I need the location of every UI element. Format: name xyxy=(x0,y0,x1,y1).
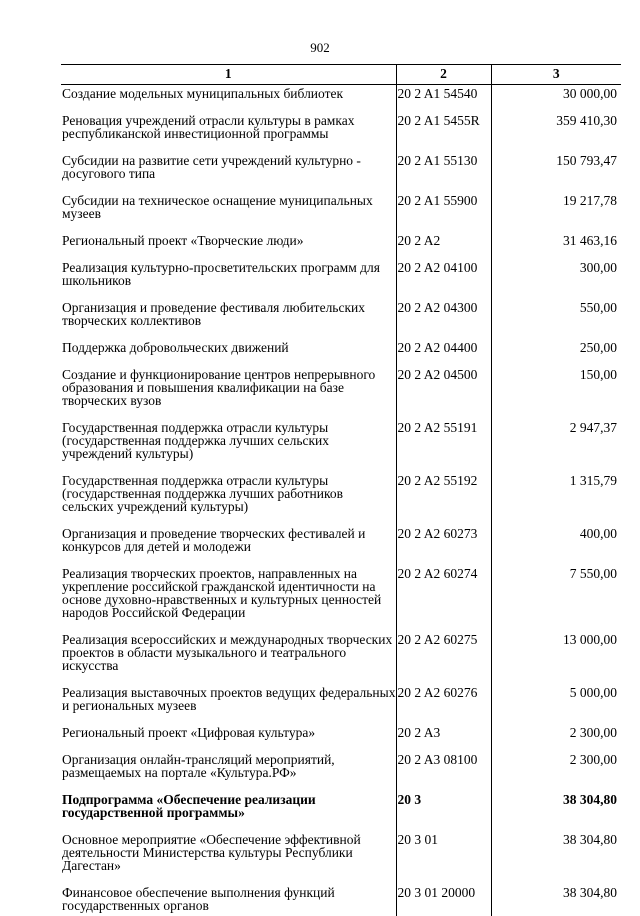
row-code: 20 2 A2 55192 xyxy=(396,472,491,525)
table-row xyxy=(61,192,621,232)
row-code: 20 2 A2 04500 xyxy=(396,366,491,419)
row-name: Организация и проведение фестиваля любительских творческих коллективов xyxy=(61,299,396,339)
table-row xyxy=(61,884,621,916)
row-amount: 150,00 xyxy=(491,366,621,419)
table-row xyxy=(61,339,621,366)
row-amount: 150 793,47 xyxy=(491,152,621,192)
row-name: Организация онлайн-трансляций мероприятий, размещаемых на портале «Культура.РФ» xyxy=(61,751,396,791)
row-amount: 7 550,00 xyxy=(491,565,621,631)
row-name: Субсидии на развитие сети учреждений культурно - досугового типа xyxy=(61,152,396,192)
column-header-3: 3 xyxy=(491,65,621,85)
row-code: 20 2 A2 60276 xyxy=(396,684,491,724)
table-row xyxy=(61,472,621,525)
row-code: 20 3 01 20000 xyxy=(396,884,491,916)
table-row xyxy=(61,831,621,884)
row-amount: 38 304,80 xyxy=(491,831,621,884)
row-code: 20 3 01 xyxy=(396,831,491,884)
row-code: 20 2 A3 08100 xyxy=(396,751,491,791)
row-amount: 359 410,30 xyxy=(491,112,621,152)
row-amount: 1 315,79 xyxy=(491,472,621,525)
row-code: 20 2 A2 60274 xyxy=(396,565,491,631)
table-row xyxy=(61,299,621,339)
table-row xyxy=(61,112,621,152)
row-code: 20 2 A2 55191 xyxy=(396,419,491,472)
row-name: Реализация выставочных проектов ведущих федеральных и региональных музеев xyxy=(61,684,396,724)
row-name: Реновация учреждений отрасли культуры в рамках республиканской инвестиционной программы xyxy=(61,112,396,152)
table-row xyxy=(61,791,621,831)
row-name: Организация и проведение творческих фестивалей и конкурсов для детей и молодежи xyxy=(61,525,396,565)
row-amount: 13 000,00 xyxy=(491,631,621,684)
row-code: 20 3 xyxy=(396,791,491,831)
row-name: Региональный проект «Цифровая культура» xyxy=(61,724,396,751)
row-name: Финансовое обеспечение выполнения функций государственных органов xyxy=(61,884,396,916)
table-body xyxy=(61,85,621,916)
row-code: 20 2 A1 5455R xyxy=(396,112,491,152)
table-row xyxy=(61,684,621,724)
row-amount: 300,00 xyxy=(491,259,621,299)
row-code: 20 2 A1 55130 xyxy=(396,152,491,192)
row-amount: 38 304,80 xyxy=(491,791,621,831)
row-code: 20 2 A2 04300 xyxy=(396,299,491,339)
row-code: 20 2 A2 04400 xyxy=(396,339,491,366)
table-row xyxy=(61,366,621,419)
row-name: Реализация всероссийских и международных творческих проектов в области музыкального и театрального искусства xyxy=(61,631,396,684)
row-amount: 19 217,78 xyxy=(491,192,621,232)
table-row xyxy=(61,259,621,299)
row-code: 20 2 A1 54540 xyxy=(396,85,491,113)
row-name: Реализация творческих проектов, направленных на укрепление российской гражданской идентичности на основе духовно-нравственных и культурных ценностей народов Российской Федерации xyxy=(61,565,396,631)
row-code: 20 2 A2 04100 xyxy=(396,259,491,299)
row-name: Субсидии на техническое оснащение муниципальных музеев xyxy=(61,192,396,232)
row-amount: 2 947,37 xyxy=(491,419,621,472)
row-name: Региональный проект «Творческие люди» xyxy=(61,232,396,259)
row-amount: 550,00 xyxy=(491,299,621,339)
row-code: 20 2 A1 55900 xyxy=(396,192,491,232)
table-row xyxy=(61,232,621,259)
row-amount: 2 300,00 xyxy=(491,751,621,791)
budget-table xyxy=(61,64,621,916)
row-amount: 38 304,80 xyxy=(491,884,621,916)
row-name: Государственная поддержка отрасли культуры (государственная поддержка лучших работников сельских учреждений культуры) xyxy=(61,472,396,525)
row-amount: 2 300,00 xyxy=(491,724,621,751)
row-amount: 30 000,00 xyxy=(491,85,621,113)
row-amount: 5 000,00 xyxy=(491,684,621,724)
page-number: 902 xyxy=(0,40,640,56)
row-code: 20 2 A2 xyxy=(396,232,491,259)
row-amount: 400,00 xyxy=(491,525,621,565)
row-code: 20 2 A2 60273 xyxy=(396,525,491,565)
table-row xyxy=(61,152,621,192)
table-row xyxy=(61,631,621,684)
row-name: Государственная поддержка отрасли культуры (государственная поддержка лучших сельских учреждений культуры) xyxy=(61,419,396,472)
table-row xyxy=(61,751,621,791)
column-header-2: 2 xyxy=(396,65,491,85)
row-code: 20 2 A3 xyxy=(396,724,491,751)
row-name: Поддержка добровольческих движений xyxy=(61,339,396,366)
row-code: 20 2 A2 60275 xyxy=(396,631,491,684)
table-row xyxy=(61,724,621,751)
row-name: Создание модельных муниципальных библиотек xyxy=(61,85,396,113)
table-row xyxy=(61,565,621,631)
table-row xyxy=(61,525,621,565)
column-header-1: 1 xyxy=(61,65,396,85)
table-header xyxy=(61,65,621,85)
row-name: Подпрограмма «Обеспечение реализации государственной программы» xyxy=(61,791,396,831)
table-row xyxy=(61,85,621,113)
row-name: Основное мероприятие «Обеспечение эффективной деятельности Министерства культуры Республики Дагестан» xyxy=(61,831,396,884)
row-amount: 31 463,16 xyxy=(491,232,621,259)
table-row xyxy=(61,419,621,472)
row-name: Реализация культурно-просветительских программ для школьников xyxy=(61,259,396,299)
row-name: Создание и функционирование центров непрерывного образования и повышения квалификации на базе творческих вузов xyxy=(61,366,396,419)
row-amount: 250,00 xyxy=(491,339,621,366)
